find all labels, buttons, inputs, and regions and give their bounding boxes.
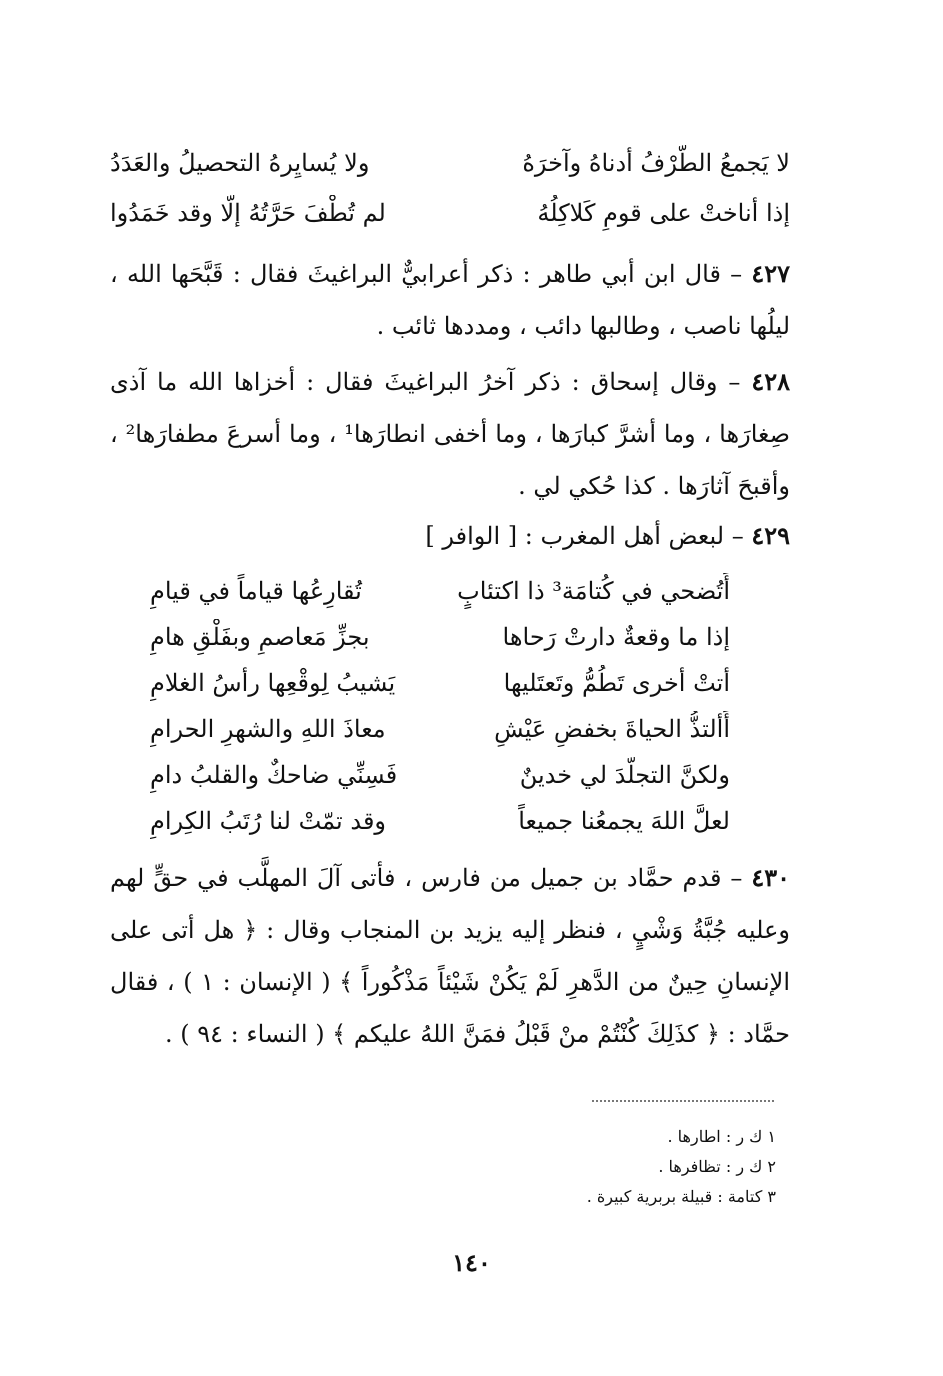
paragraph-428 <box>110 356 790 512</box>
verse-hemistich-right: إذا ما وقعةٌ دارتْ رَحاها <box>502 623 730 651</box>
verse-hemistich-left: معاذَ اللهِ والشهرِ الحرامِ <box>150 715 386 743</box>
entry-number: ٤٣٠ <box>751 863 790 892</box>
entry-number: ٤٢٩ <box>751 521 790 550</box>
verse-hemistich-right: ولكنَّ التجلُّدَ لي خدينٌ <box>519 761 730 789</box>
verse-hemistich-right: إذا أناختْ على قومٍ كَلاكِلُهُ <box>537 199 790 227</box>
verse-hemistich-left: ولا يُسايِرهُ التحصيلُ والعَدَدُ <box>110 149 370 177</box>
verse-line <box>110 188 790 238</box>
verse-block-top <box>110 138 790 238</box>
verse-hemistich-left: وقد تمّتْ لنا رُتَبُ الكِرامِ <box>150 807 387 835</box>
verse-hemistich-left: فَسِنِّي ضاحكٌ والقلبُ دامِ <box>150 761 398 789</box>
verse-hemistich-right: لا يَجمعُ الطَّرْفُ أدناهُ وآخرَهُ <box>522 149 790 177</box>
verse-line <box>150 798 730 844</box>
verse-line <box>110 138 790 188</box>
paragraph-text: – وقال إسحاق : ذكر آخرُ البراغيثَ فقال : أخزاها الله ما آذى صِغارَها ، وما أشرَّ كبارَها ، وما أخفى انطارَها¹ ، وما أسرعَ مطفارَها² ، وأقبحَ آثارَها . كذا حُكي لي . <box>110 368 791 500</box>
verse-hemistich-left: تُقارِعُها قياماً في قيامِ <box>150 577 362 605</box>
paragraph-427 <box>110 248 790 352</box>
footnotes <box>500 1122 776 1212</box>
verse-line <box>150 752 730 798</box>
paragraph-text: – قال ابن أبي طاهر : ذكر أعرابيٌّ البراغيثَ فقال : قَبَّحَها الله ، ليلُها ناصب ، وطالبها دائب ، ومددها ثائب . <box>110 260 790 340</box>
verse-block-wafir <box>150 568 730 844</box>
verse-hemistich-left: لم تُطْفَ حَرَّتُهُ إلّا وقد خَمَدُوا <box>110 199 386 227</box>
verse-hemistich-right: أَتُضحي في كُتامَة³ ذا اكتئابٍ <box>457 577 730 605</box>
verse-hemistich-left: يَشيبُ لِوقْعِها رأسُ الغلامِ <box>150 669 396 697</box>
footnote-item: ١ ك ر : اطارها . <box>667 1127 776 1146</box>
paragraph-429-heading <box>110 510 790 562</box>
verse-hemistich-right: أتتْ أخرى تَطُمُّ وتَعتَليها <box>503 669 730 697</box>
paragraph-430 <box>110 852 790 1060</box>
verse-hemistich-right: أَألتذُّ الحياةَ بخفضِ عَيْشٍ <box>494 715 730 743</box>
page-number: ١٤٠ <box>452 1248 491 1277</box>
paragraph-text: – لبعض أهل المغرب : [ الوافر ] <box>425 522 752 550</box>
verse-line <box>150 614 730 660</box>
footnote-item: ٢ ك ر : تظافرها . <box>658 1157 776 1176</box>
verse-hemistich-right: لعلَّ اللهَ يجمعُنا جميعاً <box>518 807 730 835</box>
footnote-divider <box>592 1100 774 1102</box>
entry-number: ٤٢٧ <box>751 259 790 288</box>
verse-line <box>150 660 730 706</box>
footnote-item: ٣ كتامة : قبيلة بربرية كبيرة . <box>586 1187 776 1206</box>
verse-line <box>150 568 730 614</box>
entry-number: ٤٢٨ <box>751 367 790 396</box>
verse-hemistich-left: بجزِّ مَعاصمٍ وبفَلْقِ هامِ <box>150 623 370 651</box>
paragraph-text: – قدم حمَّاد بن جميل من فارس ، فأتى آلَ المهلَّب في حقٍّ لهم وعليه جُبَّةُ وَشْيٍ ، فنظر إليه يزيد بن المنجاب وقال : ﴿ هل أتى على الإنسانِ حِينٌ من الدَّهرِ لَمْ يَكُنْ شَيْئاً مَذْكُوراً ﴾ ( الإنسان : ١ ) ، فقال حمَّاد : ﴿ كذَلِكَ كُنْتُمْ منْ قَبْلُ فمَنَّ اللهُ عليكم ﴾ ( النساء : ٩٤ ) . <box>110 864 791 1048</box>
verse-line <box>150 706 730 752</box>
